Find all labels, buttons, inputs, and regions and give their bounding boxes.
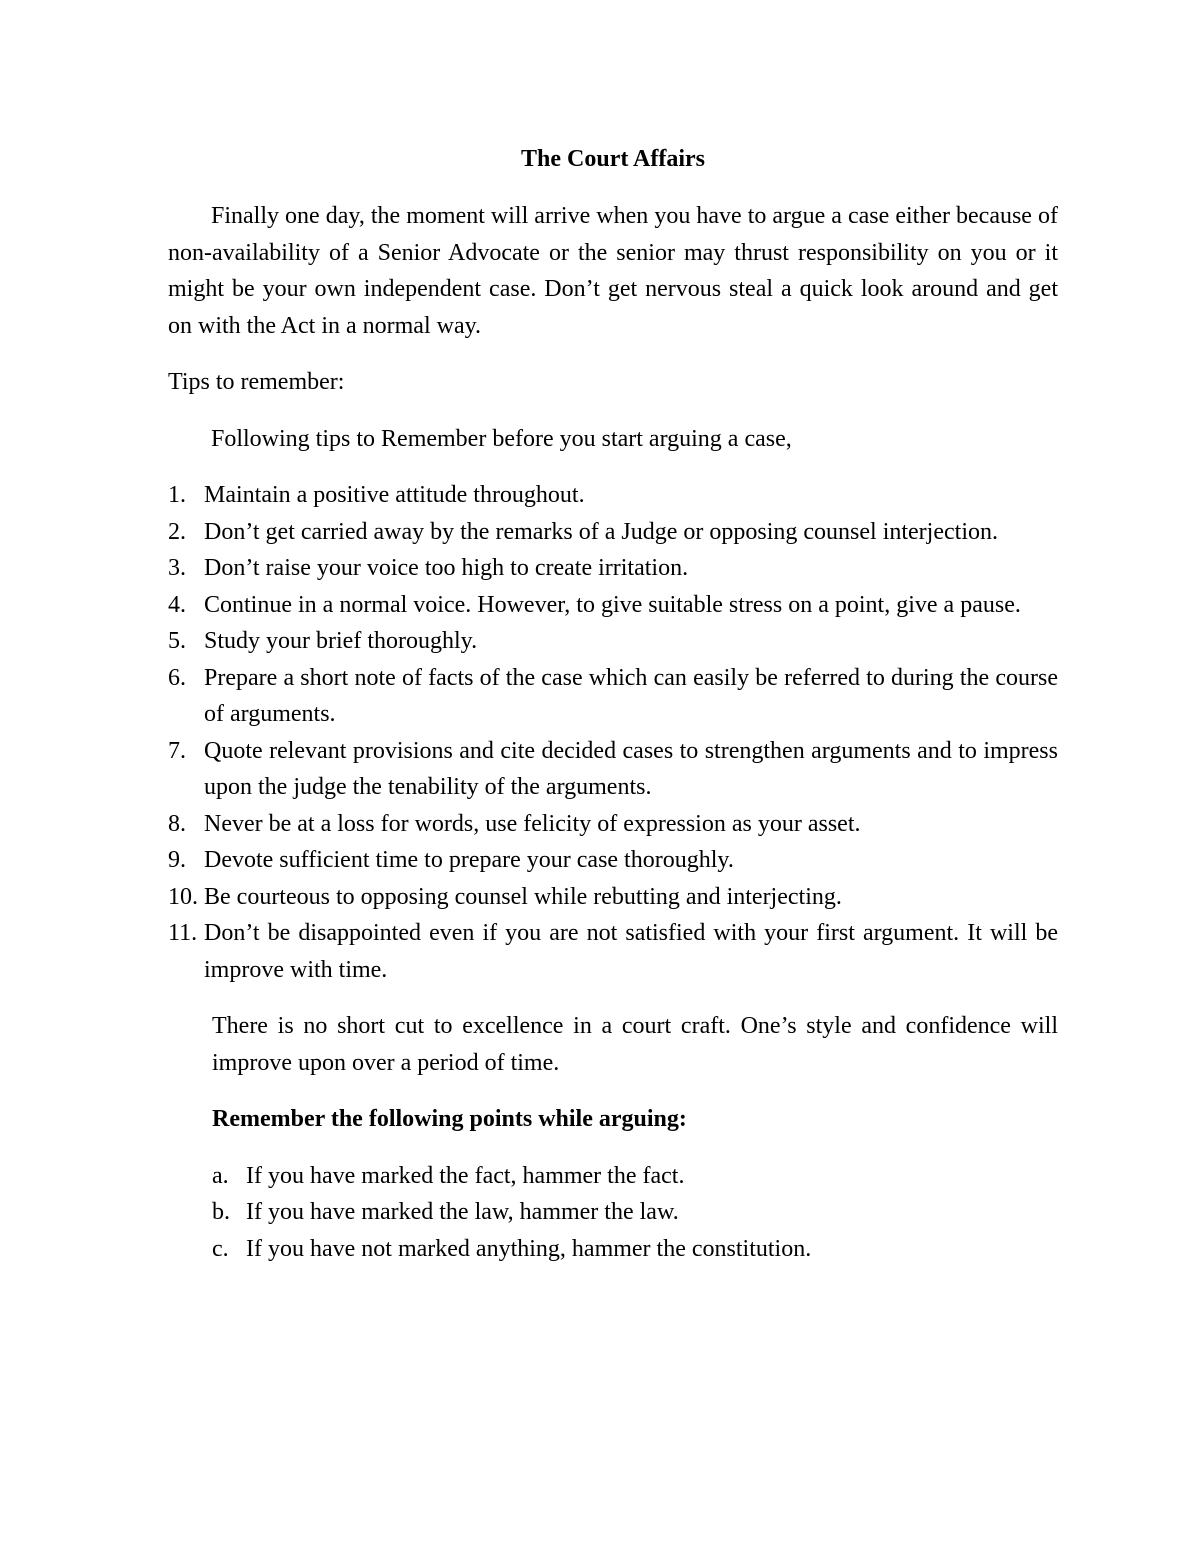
list-marker: 9. (168, 847, 186, 873)
tips-heading: Tips to remember: (168, 369, 345, 395)
list-item-text: Don’t raise your voice too high to create irritation. (204, 555, 689, 581)
closing-section (212, 1008, 1058, 1267)
list-item (168, 879, 1058, 916)
list-item (168, 587, 1058, 624)
list-item-text: Prepare a short note of facts of the case which can easily be referred to during the course of arguments. (204, 664, 1058, 727)
list-item (212, 1158, 1058, 1195)
tips-list (168, 477, 1058, 988)
list-marker: 3. (168, 555, 186, 581)
list-item-text: Devote sufficient time to prepare your case thoroughly. (204, 847, 734, 873)
points-heading: Remember the following points while arguing: (212, 1106, 687, 1132)
list-item (168, 915, 1058, 988)
list-marker: 7. (168, 737, 186, 764)
list-item-text: Quote relevant provisions and cite decided cases to strengthen arguments and to impress upon the judge the tenability of the arguments. (204, 737, 1058, 800)
list-item (168, 733, 1058, 806)
list-item (168, 623, 1058, 660)
list-item (168, 842, 1058, 879)
list-item-text: Don’t be disappointed even if you are not satisfied with your first argument. It will be improve with time. (204, 920, 1058, 983)
list-item (212, 1194, 1058, 1231)
list-marker: 4. (168, 591, 186, 618)
list-marker: 10. (168, 883, 198, 910)
list-item-text: If you have marked the law, hammer the law. (246, 1199, 679, 1225)
list-item-text: Be courteous to opposing counsel while rebutting and interjecting. (204, 883, 842, 910)
list-item-text: Never be at a loss for words, use felicity of expression as your asset. (204, 810, 861, 837)
closing-paragraph: There is no short cut to excellence in a court craft. One’s style and confidence will improve upon over a period of time. (212, 1013, 1058, 1076)
list-item (168, 660, 1058, 733)
list-item (168, 806, 1058, 843)
points-list (212, 1158, 1058, 1268)
intro-paragraph: Finally one day, the moment will arrive when you have to argue a case either because of non-availability of a Senior Advocate or the senior may thrust responsibility on you or it might be your own independent case. Don’t get nervous steal a quick look around and get on with the Act in a normal way. (168, 203, 1058, 339)
list-marker: 8. (168, 810, 186, 837)
list-item (212, 1231, 1058, 1268)
list-marker: 6. (168, 664, 186, 691)
list-item (168, 477, 1058, 514)
tips-intro: Following tips to Remember before you start arguing a case, (211, 425, 792, 452)
list-item-text: If you have marked the fact, hammer the fact. (246, 1162, 685, 1189)
list-marker: a. (212, 1162, 229, 1189)
document-title: The Court Affairs (521, 146, 705, 172)
list-item-text: If you have not marked anything, hammer the constitution. (246, 1235, 812, 1262)
list-marker: 2. (168, 518, 186, 545)
list-marker: 5. (168, 628, 186, 654)
list-marker: b. (212, 1199, 230, 1225)
list-item-text: Continue in a normal voice. However, to give suitable stress on a point, give a pause. (204, 591, 1021, 618)
list-marker: c. (212, 1235, 229, 1262)
list-marker: 1. (168, 482, 186, 508)
list-item-text: Don’t get carried away by the remarks of a Judge or opposing counsel interjection. (204, 518, 998, 545)
document-body (168, 141, 1058, 1267)
list-item-text: Study your brief thoroughly. (204, 628, 478, 654)
list-item (168, 514, 1058, 551)
list-item-text: Maintain a positive attitude throughout. (204, 482, 585, 508)
list-item (168, 550, 1058, 587)
list-marker: 11. (168, 920, 198, 946)
